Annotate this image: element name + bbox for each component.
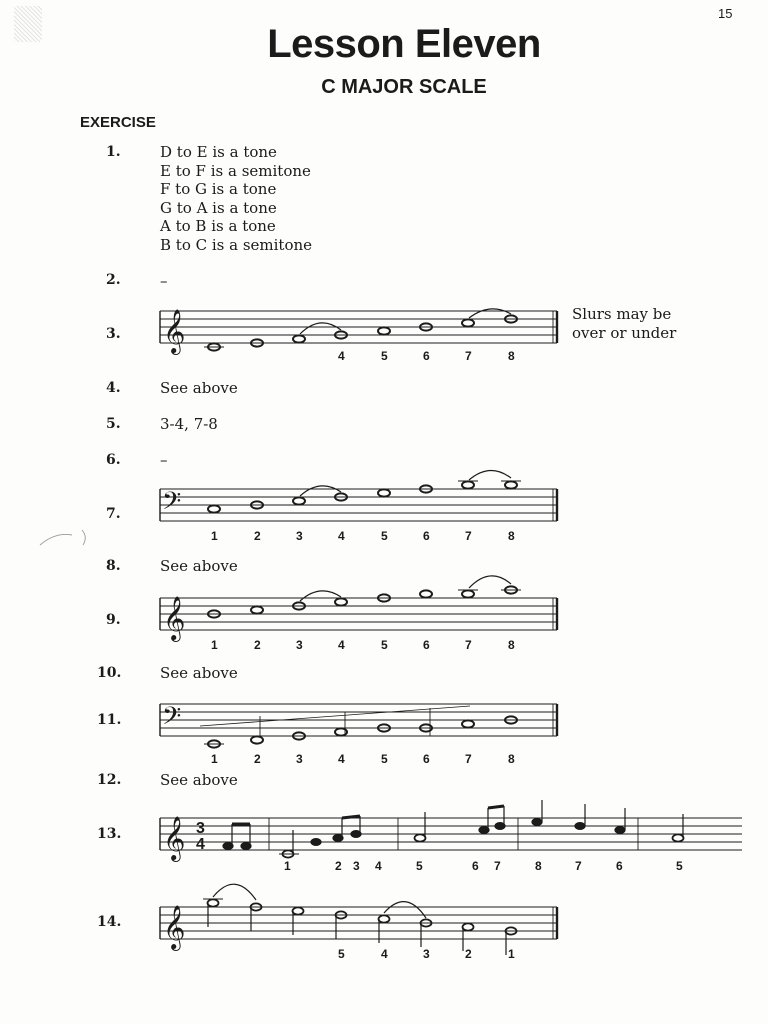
notes-staff-9	[208, 576, 521, 618]
whole-note	[420, 590, 432, 597]
whole-note	[378, 489, 390, 496]
bass-clef-icon: 𝄢	[162, 702, 182, 737]
degree-label: 7	[465, 638, 472, 652]
item-number: 7.	[106, 506, 121, 522]
degree-label: 4	[338, 349, 345, 363]
labels-13	[284, 859, 683, 873]
answer-text: See above	[160, 557, 238, 575]
slur	[300, 591, 341, 601]
half-note	[415, 834, 426, 841]
page-subtitle: C MAJOR SCALE	[321, 76, 487, 98]
whole-note	[462, 319, 474, 326]
degree-label: 8	[508, 638, 515, 652]
whole-note	[293, 497, 305, 504]
notes-staff-13	[223, 800, 684, 858]
degree-label: 1	[211, 752, 218, 766]
staff	[160, 311, 557, 343]
notes-staff-3	[204, 309, 517, 351]
degree-label: 4	[381, 947, 388, 961]
item-number: 6.	[106, 452, 121, 468]
whole-note	[335, 598, 347, 605]
degree-label: 1	[284, 859, 291, 873]
degree-label: 7	[575, 859, 582, 873]
treble-clef-icon: 𝄞	[163, 596, 186, 640]
labels-7	[211, 529, 515, 543]
answer-text: See above	[160, 379, 238, 397]
item-number: 14.	[97, 914, 122, 930]
whole-note	[462, 590, 474, 597]
degree-label: 6	[616, 859, 623, 873]
degree-label: 3	[423, 947, 430, 961]
slur	[469, 576, 511, 588]
answer-text: 3-4, 7-8	[160, 415, 218, 433]
notes-staff-7	[208, 470, 521, 512]
slur-note-line: Slurs may be	[572, 305, 672, 323]
answer-text: See above	[160, 664, 238, 682]
answer-text: See above	[160, 771, 238, 789]
degree-label: 7	[465, 752, 472, 766]
half-note	[463, 923, 474, 930]
degree-label: 5	[381, 752, 388, 766]
slur	[469, 309, 511, 318]
slur	[384, 902, 426, 918]
degree-label: 8	[508, 349, 515, 363]
whole-note	[378, 327, 390, 334]
degree-label: 4	[338, 529, 345, 543]
degree-label: 6	[423, 529, 430, 543]
degree-label: 3	[296, 752, 303, 766]
degree-label: 6	[423, 752, 430, 766]
degree-label: 5	[416, 859, 423, 873]
item-number: 11.	[97, 712, 122, 728]
degree-label: 6	[423, 638, 430, 652]
quarter-note	[615, 827, 625, 834]
half-note	[208, 899, 219, 906]
whole-note	[505, 481, 517, 488]
treble-clef-icon: 𝄞	[163, 905, 186, 949]
answer-line: G to A is a tone	[160, 198, 277, 217]
item-number: 1.	[106, 144, 121, 160]
degree-label: 6	[423, 349, 430, 363]
answer-line: B to C is a semitone	[160, 235, 313, 254]
notes-staff-14	[203, 884, 517, 955]
page-title: Lesson Eleven	[267, 22, 541, 66]
degree-label: 6	[472, 859, 479, 873]
answer-line: F to G is a tone	[160, 180, 277, 199]
slur-note-line: over or under	[572, 324, 677, 342]
degree-label: 7	[465, 529, 472, 543]
degree-label: 3	[353, 859, 360, 873]
item-number: 3.	[106, 326, 121, 342]
bass-clef-icon: 𝄢	[162, 487, 182, 522]
labels-9	[211, 638, 515, 652]
degree-label: 5	[338, 947, 345, 961]
answer-line: E to F is a semitone	[160, 161, 311, 180]
degree-label: 2	[254, 529, 261, 543]
answer-line: A to B is a tone	[160, 217, 276, 236]
whole-note	[208, 505, 220, 512]
time-signature-bottom: 4	[196, 836, 205, 853]
slur	[300, 486, 341, 496]
answer-text: –	[160, 272, 168, 290]
degree-label: 2	[254, 638, 261, 652]
treble-clef-icon: 𝄞	[163, 816, 186, 860]
slur	[213, 884, 256, 900]
whole-note	[462, 481, 474, 488]
half-note	[293, 907, 304, 914]
staff	[160, 704, 557, 736]
degree-label: 5	[381, 349, 388, 363]
degree-label: 5	[381, 529, 388, 543]
degree-label: 5	[381, 638, 388, 652]
item-number: 12.	[97, 772, 122, 788]
degree-label: 2	[465, 947, 472, 961]
whole-note	[462, 720, 474, 727]
item-number: 4.	[106, 380, 121, 396]
half-note	[673, 834, 684, 841]
quarter-note	[575, 823, 585, 830]
quarter-note	[532, 819, 542, 826]
treble-clef-icon: 𝄞	[163, 309, 186, 353]
whole-note	[251, 736, 263, 743]
item-number: 13.	[97, 826, 122, 842]
labels-11	[211, 752, 515, 766]
degree-label: 1	[211, 529, 218, 543]
item-number: 9.	[106, 612, 121, 628]
degree-label: 1	[508, 947, 515, 961]
whole-note	[293, 335, 305, 342]
degree-label: 3	[296, 529, 303, 543]
item-number: 2.	[106, 272, 121, 288]
degree-label: 4	[338, 638, 345, 652]
item-number: 8.	[106, 558, 121, 574]
degree-label: 4	[375, 859, 382, 873]
degree-label: 8	[535, 859, 542, 873]
degree-label: 8	[508, 752, 515, 766]
slur	[300, 323, 341, 334]
notes-staff-11	[204, 716, 517, 747]
labels-3	[338, 349, 515, 363]
degree-label: 8	[508, 529, 515, 543]
half-note	[379, 915, 390, 922]
answer-line: D to E is a tone	[160, 143, 277, 161]
whole-note	[251, 606, 263, 613]
item-number: 5.	[106, 416, 121, 432]
degree-label: 2	[254, 752, 261, 766]
degree-label: 2	[335, 859, 342, 873]
time-signature-top: 3	[196, 820, 205, 837]
item-number: 10.	[97, 665, 122, 681]
answer-text: –	[160, 451, 168, 469]
staff	[160, 489, 557, 521]
eighth-note	[311, 839, 321, 846]
labels-14	[338, 947, 515, 961]
page-number: 15	[718, 6, 733, 21]
exercise-label: EXERCISE	[80, 114, 156, 131]
degree-label: 3	[296, 638, 303, 652]
pencil-mark	[40, 530, 85, 545]
degree-label: 7	[465, 349, 472, 363]
degree-label: 7	[494, 859, 501, 873]
degree-label: 4	[338, 752, 345, 766]
degree-label: 5	[676, 859, 683, 873]
slur	[469, 470, 511, 480]
degree-label: 1	[211, 638, 218, 652]
staff	[160, 907, 557, 939]
